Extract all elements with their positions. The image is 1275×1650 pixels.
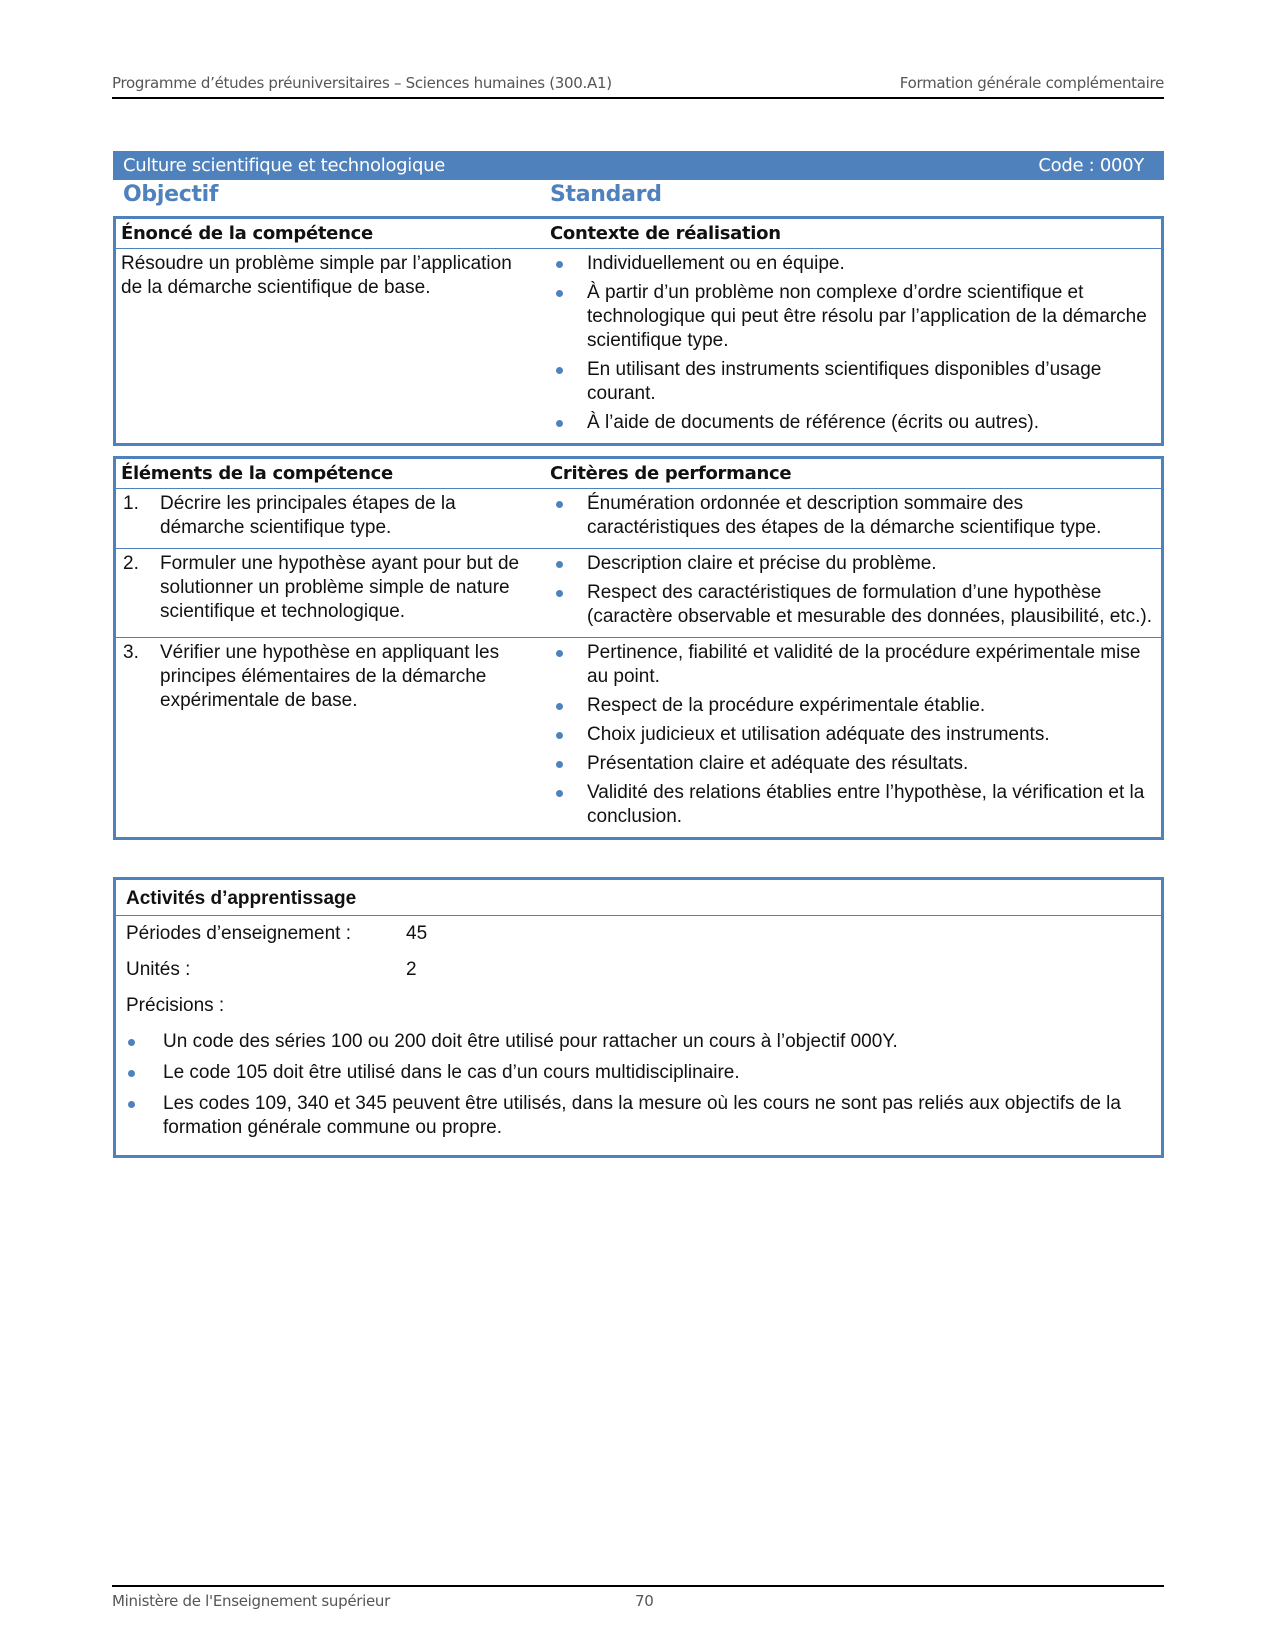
list-item-text: Énumération ordonnée et description sommaire des caractéristiques des étapes de la démarche scientifique type. <box>587 493 1102 538</box>
criteria-list <box>550 492 1153 540</box>
list-item <box>126 1061 1151 1085</box>
list-item-text: Le code 105 doit être utilisé dans le cas d’un cours multidisciplinaire. <box>163 1062 740 1083</box>
list-item <box>550 252 1153 276</box>
page-number: 70 <box>635 1592 654 1610</box>
bullet-icon <box>556 732 563 739</box>
unites-label: Unités : <box>126 959 191 980</box>
criteria-list <box>550 552 1153 629</box>
precisions-list <box>126 1030 1151 1140</box>
bullet-icon <box>128 1039 135 1046</box>
criteria-cell <box>543 549 1161 637</box>
list-item-text: Validité des relations établies entre l’hypothèse, la vérification et la conclusion. <box>587 782 1145 827</box>
list-item-text: Présentation claire et adéquate des résultats. <box>587 753 969 774</box>
periodes-row <box>126 922 1151 946</box>
page-header <box>112 72 1164 99</box>
element-cell <box>116 489 543 548</box>
list-item <box>550 552 1153 576</box>
list-item-text: Les codes 109, 340 et 345 peuvent être utilisés, dans la mesure où les cours ne sont pas reliés aux objectifs de la formation générale commune ou propre. <box>163 1093 1121 1138</box>
unites-value: 2 <box>406 959 417 980</box>
list-item <box>550 781 1153 829</box>
list-item <box>550 752 1153 776</box>
contexte-header: Contexte de réalisation <box>550 223 781 244</box>
element-text: Vérifier une hypothèse en appliquant les principes élémentaires de la démarche expérimentale de base. <box>160 642 500 711</box>
bullet-icon <box>556 761 563 768</box>
element-row <box>116 488 1161 548</box>
list-item-text: À l’aide de documents de référence (écrits ou autres). <box>587 412 1040 433</box>
bullet-icon <box>556 501 563 508</box>
list-item <box>550 358 1153 406</box>
contexte-list <box>550 252 1153 435</box>
elements-header: Éléments de la compétence <box>121 463 393 484</box>
list-item <box>550 281 1153 353</box>
bullet-icon <box>556 561 563 568</box>
bullet-icon <box>128 1101 135 1108</box>
standard-heading: Standard <box>550 182 662 207</box>
activites-box <box>113 877 1164 1158</box>
list-item-text: En utilisant des instruments scientifiques disponibles d’usage courant. <box>587 359 1102 404</box>
unites-row <box>126 958 1151 982</box>
course-code: Code : 000Y <box>1038 155 1144 176</box>
element-cell <box>116 638 543 837</box>
list-item-text: Description claire et précise du problème. <box>587 553 937 574</box>
list-item <box>126 1030 1151 1054</box>
element-number: 1. <box>123 493 139 514</box>
criteres-header: Critères de performance <box>550 463 792 484</box>
bullet-icon <box>556 703 563 710</box>
element-cell <box>116 549 543 637</box>
competence-header-row <box>116 219 1161 248</box>
bullet-icon <box>556 650 563 657</box>
course-title-bar <box>113 151 1164 180</box>
list-item <box>550 694 1153 718</box>
criteria-cell <box>543 489 1161 548</box>
element-number: 3. <box>123 642 139 663</box>
list-item-text: Pertinence, fiabilité et validité de la procédure expérimentale mise au point. <box>587 642 1141 687</box>
activites-header: Activités d’apprentissage <box>126 888 357 909</box>
element-row <box>116 548 1161 637</box>
list-item-text: Choix judicieux et utilisation adéquate des instruments. <box>587 724 1050 745</box>
footer-ministry: Ministère de l'Enseignement supérieur <box>112 1592 391 1610</box>
bullet-icon <box>556 367 563 374</box>
bullet-icon <box>128 1070 135 1077</box>
enonce-text: Résoudre un problème simple par l’application de la démarche scientifique de base. <box>121 253 512 298</box>
objectif-heading: Objectif <box>123 182 219 207</box>
header-program-title: Programme d’études préuniversitaires – Sciences humaines (300.A1) <box>112 74 612 92</box>
elements-box <box>113 456 1164 840</box>
periodes-value: 45 <box>406 923 428 944</box>
bullet-icon <box>556 290 563 297</box>
list-item <box>550 581 1153 629</box>
criteria-list <box>550 641 1153 829</box>
bullet-icon <box>556 420 563 427</box>
competence-box <box>113 216 1164 446</box>
header-section-title: Formation générale complémentaire <box>899 74 1164 92</box>
enonce-header: Énoncé de la compétence <box>121 223 373 244</box>
element-text: Décrire les principales étapes de la démarche scientifique type. <box>160 493 456 538</box>
list-item <box>550 492 1153 540</box>
list-item-text: Respect de la procédure expérimentale établie. <box>587 695 986 716</box>
criteria-cell <box>543 638 1161 837</box>
elements-header-row <box>116 459 1161 488</box>
list-item <box>550 411 1153 435</box>
list-item-text: Un code des séries 100 ou 200 doit être utilisé pour rattacher un cours à l’objectif 000Y. <box>163 1031 898 1052</box>
element-number: 2. <box>123 553 139 574</box>
contexte-list-cell <box>543 249 1161 443</box>
list-item <box>550 723 1153 747</box>
page-footer <box>112 1585 1164 1610</box>
course-title: Culture scientifique et technologique <box>123 155 445 176</box>
list-item-text: Individuellement ou en équipe. <box>587 253 845 274</box>
bullet-icon <box>556 790 563 797</box>
element-text: Formuler une hypothèse ayant pour but de solutionner un problème simple de nature scientifique et technologique. <box>160 553 520 622</box>
bullet-icon <box>556 261 563 268</box>
bullet-icon <box>556 590 563 597</box>
competence-content-row <box>116 248 1161 443</box>
activites-body <box>116 915 1161 1155</box>
list-item-text: Respect des caractéristiques de formulation d’une hypothèse (caractère observable et mesurable des données, plausibilité, etc.). <box>587 582 1153 627</box>
element-row <box>116 637 1161 837</box>
list-item-text: À partir d’un problème non complexe d’ordre scientifique et technologique qui peut être résolu par l’application de la démarche scientifique type. <box>587 282 1147 351</box>
list-item <box>550 641 1153 689</box>
list-item <box>126 1092 1151 1140</box>
periodes-label: Périodes d’enseignement : <box>126 923 351 944</box>
precisions-label: Précisions : <box>126 995 225 1016</box>
